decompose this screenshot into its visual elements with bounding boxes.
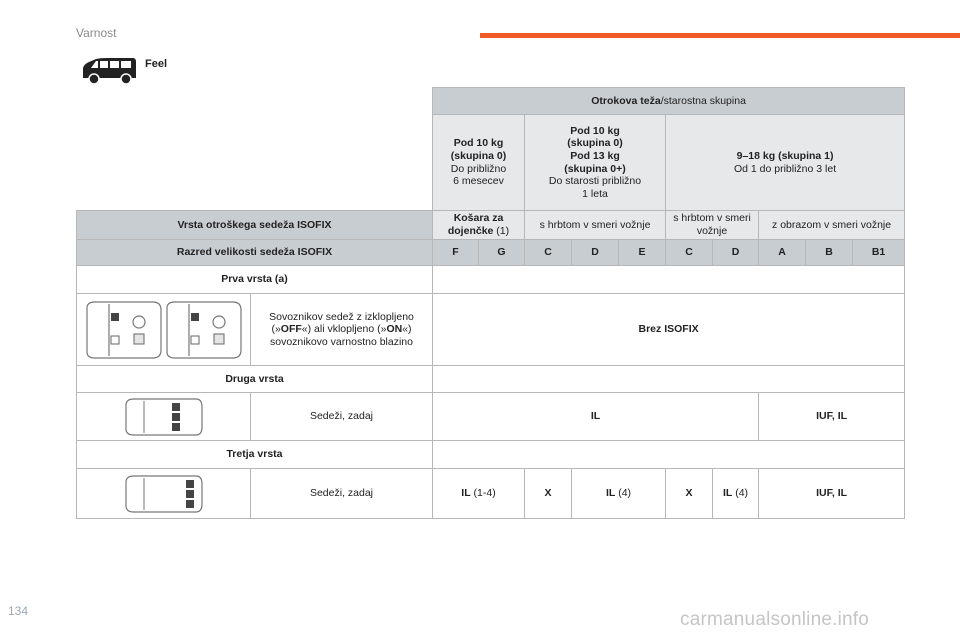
blank-header (77, 88, 433, 211)
size-class-e: E (619, 240, 666, 266)
third-row-d-e: IL (4) (572, 469, 666, 519)
size-class-d: D (572, 240, 619, 266)
size-class-label: Razred velikosti sedeža ISOFIX (77, 240, 433, 266)
watermark: carmanualsonline.info (680, 609, 870, 630)
second-row-diagram (77, 393, 251, 441)
size-class-a: A (759, 240, 806, 266)
third-row-c2: X (666, 469, 713, 519)
second-row-forward-value: IUF, IL (759, 393, 905, 441)
size-class-c: C (525, 240, 572, 266)
vehicle-label: Feel (145, 58, 168, 70)
size-class-b1: B1 (853, 240, 905, 266)
size-class-b: B (806, 240, 853, 266)
row-title-spacer (433, 366, 905, 393)
seat-type-label: Vrsta otroškega sedeža ISOFIX (77, 211, 433, 240)
row-title-first: Prva vrsta (a) (77, 266, 433, 294)
third-row-c: X (525, 469, 572, 519)
second-row-value: IL (433, 393, 759, 441)
third-row-carrycot: IL (1-4) (433, 469, 525, 519)
group-1-header: 9–18 kg (skupina 1) Od 1 do približno 3 let (666, 115, 905, 211)
seat-type-rear-facing-2: s hrbtom v smeri vožnje (666, 211, 759, 240)
front-seat-value: Brez ISOFIX (433, 294, 905, 366)
seat-type-rear-facing-1: s hrbtom v smeri vožnje (525, 211, 666, 240)
row-title-spacer (433, 441, 905, 469)
third-row-description: Sedeži, zadaj (251, 469, 433, 519)
car-top-view-icon (81, 300, 247, 360)
front-seat-diagram (77, 294, 251, 366)
group-0plus-header: Pod 10 kg (skupina 0) Pod 13 kg (skupina 0+) Do starosti približno 1 leta (525, 115, 666, 211)
third-row-diagram (77, 469, 251, 519)
row-title-third: Tretja vrsta (77, 441, 433, 469)
size-class-c2: C (666, 240, 713, 266)
third-row-d2: IL (4) (713, 469, 759, 519)
row-title-second: Druga vrsta (77, 366, 433, 393)
car-top-view-icon (122, 397, 206, 437)
page-number: 134 (8, 604, 29, 618)
accent-bar (480, 33, 960, 38)
airbag-description: Sovoznikov sedež z izklopljeno (»OFF«) ali vklopljeno (»ON«) sovoznikovo varnostno blazino (251, 294, 433, 366)
size-class-g: G (479, 240, 525, 266)
row-title-spacer (433, 266, 905, 294)
third-row-forward: IUF, IL (759, 469, 905, 519)
van-side-icon (80, 56, 138, 86)
car-top-view-icon (122, 474, 206, 514)
isofix-table (76, 87, 905, 519)
seat-type-forward-facing: z obrazom v smeri vožnje (759, 211, 905, 240)
size-class-d2: D (713, 240, 759, 266)
section-title: Varnost (76, 26, 117, 40)
seat-type-carrycot: Košara za dojenčke (1) (433, 211, 525, 240)
second-row-description: Sedeži, zadaj (251, 393, 433, 441)
group-0-header: Pod 10 kg (skupina 0) Do približno 6 mesecev (433, 115, 525, 211)
size-class-f: F (433, 240, 479, 266)
weight-header: Otrokova teža/starostna skupina (433, 88, 905, 115)
